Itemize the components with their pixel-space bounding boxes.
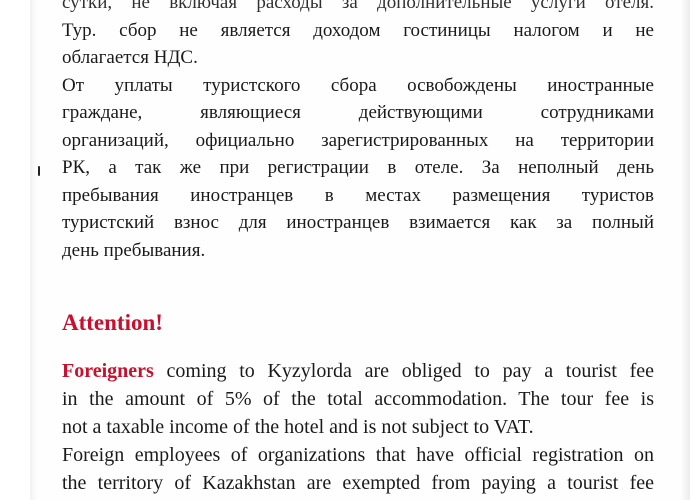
en-line-1: in the amount of 5% of the total accommodation. The tour fee is — [62, 388, 654, 410]
attention-heading: Attention! — [62, 310, 163, 335]
ru-line-4: граждане, являющиеся действующими сотрудниками — [62, 102, 654, 123]
ru-line-7: пребывания иностранцев в местах размещения туристов — [62, 184, 654, 206]
foreigners-highlight: Foreigners — [62, 360, 154, 382]
ru-line-5: организаций, официально зарегистрированных на территории — [62, 129, 654, 151]
en-line-4: the territory of Kazakhstan are exempted from paying a tourist fee — [62, 472, 654, 494]
scan-right-edge — [680, 0, 690, 500]
en-line-3: Foreign employees of organizations that have official registration on — [62, 444, 654, 466]
ru-line-6: РК, а так же при регистрации в отеле. За неполный день — [62, 157, 654, 178]
en-line-0-rest: coming to Kyzylorda are obliged to pay a tourist fee — [166, 360, 655, 382]
en-line-2: not a taxable income of the hotel and is not subject to VAT. — [62, 416, 534, 438]
scan-left-edge — [30, 0, 38, 500]
russian-paragraph — [62, 0, 654, 264]
ru-line-3: От уплаты туристского сбора освобождены иностранные — [62, 74, 654, 96]
ru-line-2: облагается НДС. — [62, 47, 198, 68]
ru-line-0: сутки, не включая расходы за дополнительные услуги отеля. — [62, 0, 654, 13]
ru-line-8: туристский взнос для иностранцев взимается как за полный — [62, 212, 654, 233]
ru-line-1: Тур. сбор не является доходом гостиницы налогом и не — [62, 19, 654, 41]
english-paragraph — [62, 357, 654, 497]
ru-line-9: день пребывания. — [62, 239, 206, 261]
margin-mark — [38, 166, 40, 176]
en-line-0 — [62, 357, 654, 385]
